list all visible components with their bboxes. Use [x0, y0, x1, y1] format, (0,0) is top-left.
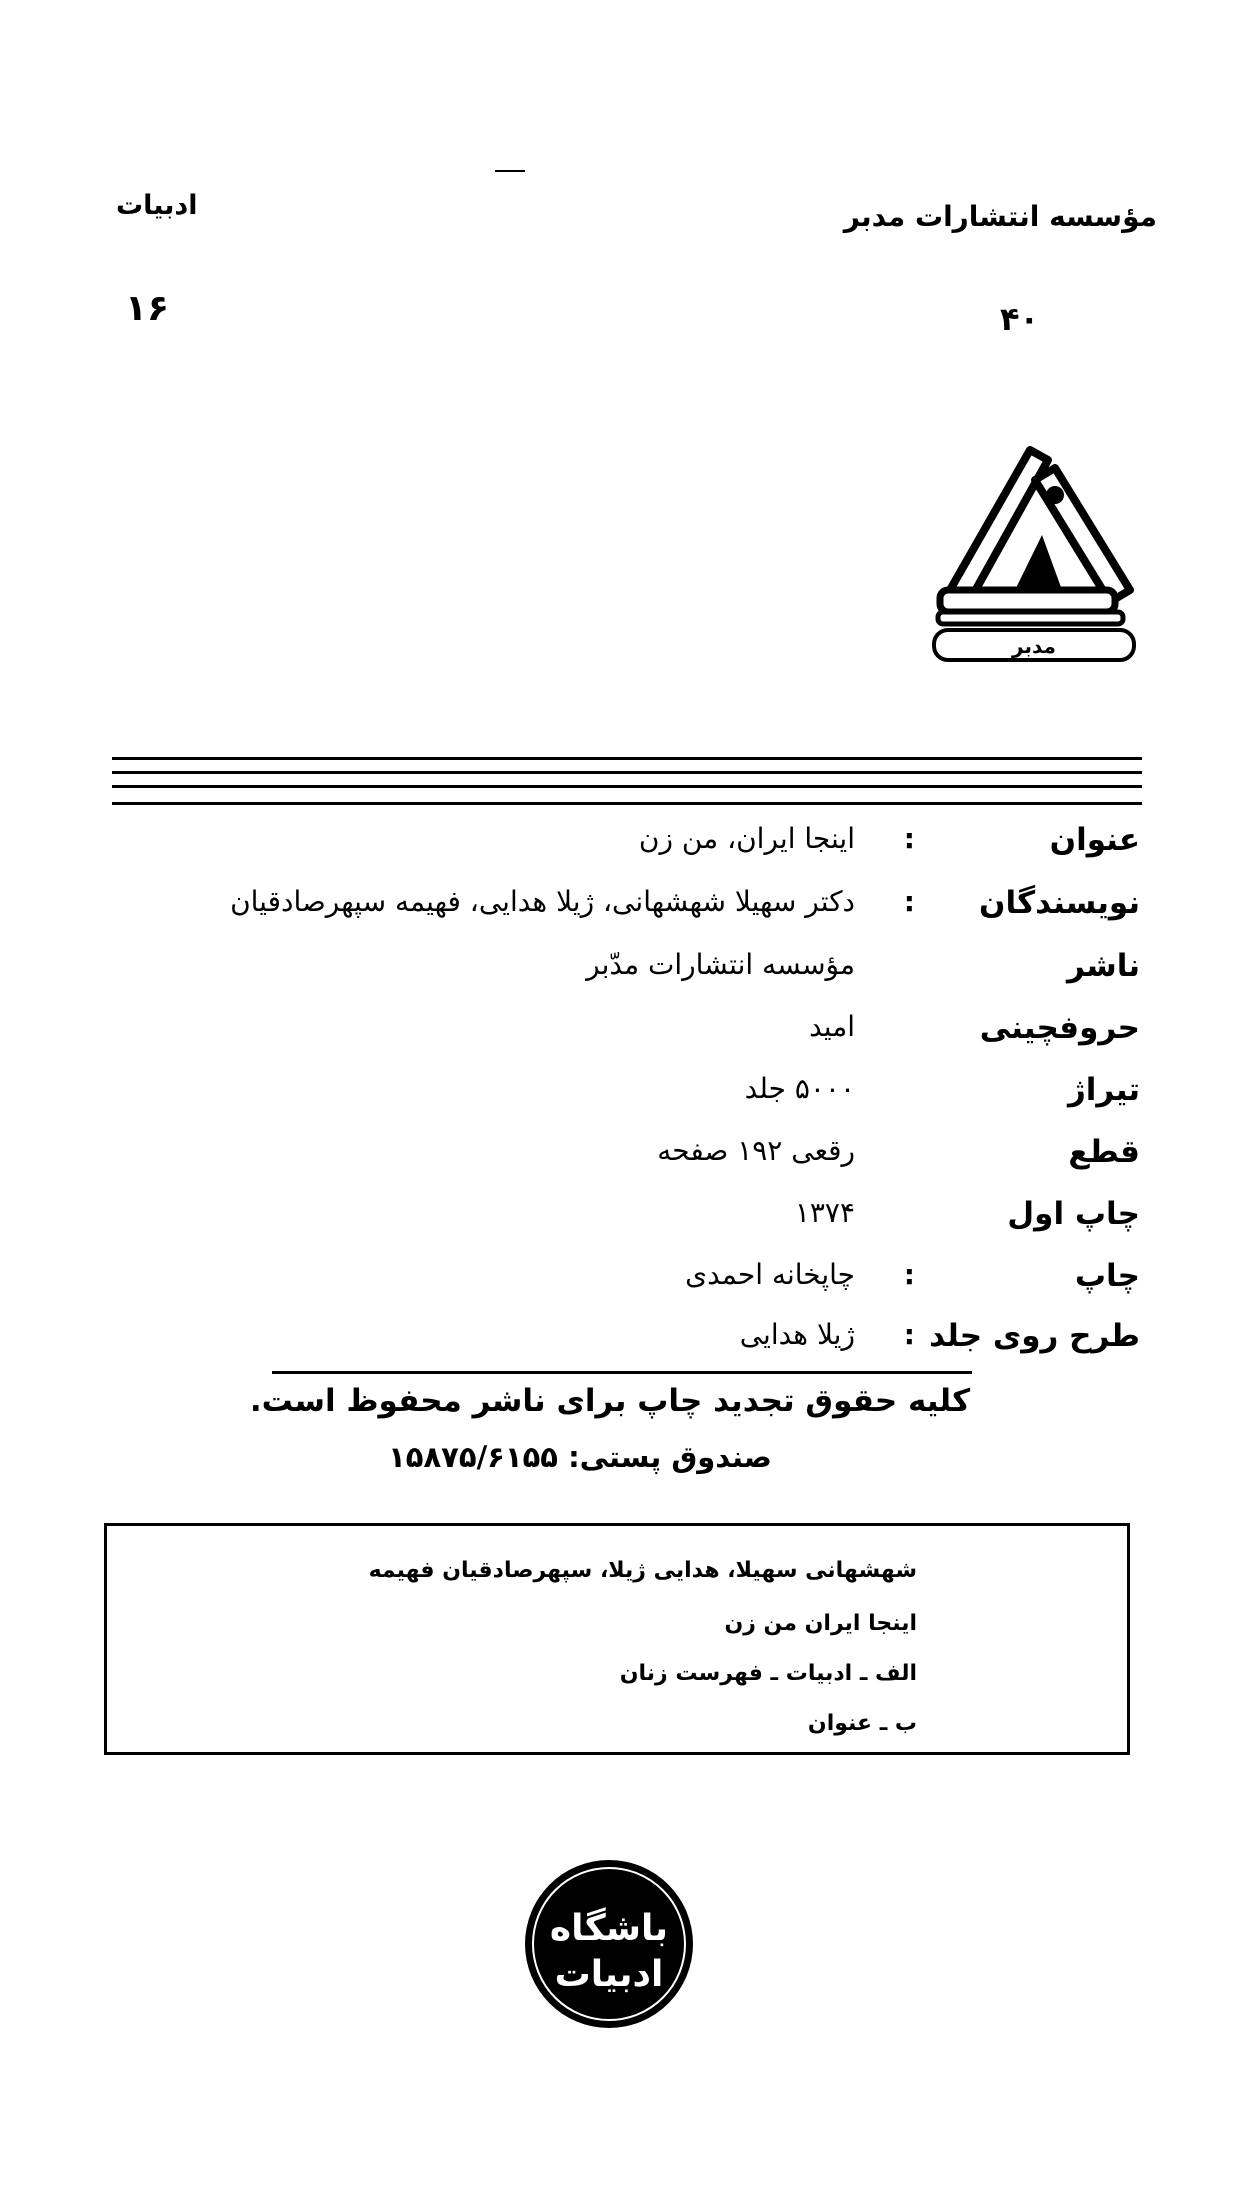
detail-value: امید — [809, 1010, 855, 1043]
catalog-line: ب ـ عنوان — [807, 1711, 917, 1736]
detail-row — [210, 1318, 1140, 1366]
club-stamp — [523, 1858, 695, 2030]
detail-label: طرح روی جلد — [929, 1318, 1140, 1354]
publisher-number: ۴۰ — [1000, 300, 1040, 338]
detail-row — [210, 1258, 1140, 1306]
series-number: ۱۶ — [125, 288, 169, 329]
detail-label: حروفچینی — [979, 1010, 1140, 1046]
detail-row — [210, 1196, 1140, 1244]
detail-label: چاپ اول — [1007, 1196, 1140, 1232]
stamp-line-1: باشگاه — [549, 1908, 669, 1949]
detail-row — [210, 822, 1140, 870]
detail-colon: : — [903, 1258, 915, 1291]
detail-row — [210, 1134, 1140, 1182]
detail-label: ناشر — [1066, 948, 1140, 984]
detail-label: تیراژ — [1067, 1072, 1140, 1108]
po-box: صندوق پستی: ۱۵۸۷۵/۶۱۵۵ — [388, 1440, 772, 1474]
detail-value: اینجا ایران، من زن — [638, 822, 855, 855]
detail-row — [210, 1072, 1140, 1120]
detail-value: ۵۰۰۰ جلد — [744, 1072, 855, 1105]
logo-text: مدبر — [1012, 634, 1056, 658]
copyright-notice: کلیه حقوق تجدید چاپ برای ناشر محفوظ است. — [249, 1383, 971, 1419]
detail-colon: : — [903, 822, 915, 855]
detail-colon: : — [903, 1318, 915, 1351]
detail-row — [210, 885, 1140, 933]
catalog-box — [104, 1523, 1130, 1755]
detail-label: قطع — [1068, 1134, 1140, 1170]
detail-row — [210, 948, 1140, 996]
detail-colon: : — [903, 885, 915, 918]
detail-label: چاپ — [1074, 1258, 1140, 1294]
stamp-line-2: ادبیات — [554, 1954, 664, 1995]
publisher-header: مؤسسه انتشارات مدبر — [843, 200, 1157, 233]
detail-value: ۱۳۷۴ — [794, 1196, 855, 1229]
header-rule — [112, 757, 1142, 809]
detail-value: ژیلا هدایی — [739, 1318, 855, 1351]
catalog-line: شهشهانی سهیلا، هدایی ژیلا، سپهرصادقیان فهیمه — [368, 1558, 917, 1583]
detail-value: دکتر سهیلا شهشهانی، ژیلا هدایی، فهیمه سپهرصادقیان — [230, 885, 855, 918]
detail-row — [210, 1010, 1140, 1058]
detail-label: عنوان — [1049, 822, 1140, 858]
catalog-line: اینجا ایران من زن — [724, 1611, 917, 1636]
top-ink-mark — [495, 158, 525, 162]
detail-value: مؤسسه انتشارات مدّبر — [586, 948, 855, 981]
publisher-logo — [930, 440, 1140, 665]
detail-value: چاپخانه احمدی — [685, 1258, 855, 1291]
detail-label: نویسندگان — [979, 885, 1140, 921]
series-label: ادبیات — [116, 190, 198, 221]
rights-divider — [272, 1371, 972, 1374]
catalog-line: الف ـ ادبیات ـ فهرست زنان — [619, 1661, 917, 1686]
detail-value: رقعی ۱۹۲ صفحه — [657, 1134, 855, 1167]
